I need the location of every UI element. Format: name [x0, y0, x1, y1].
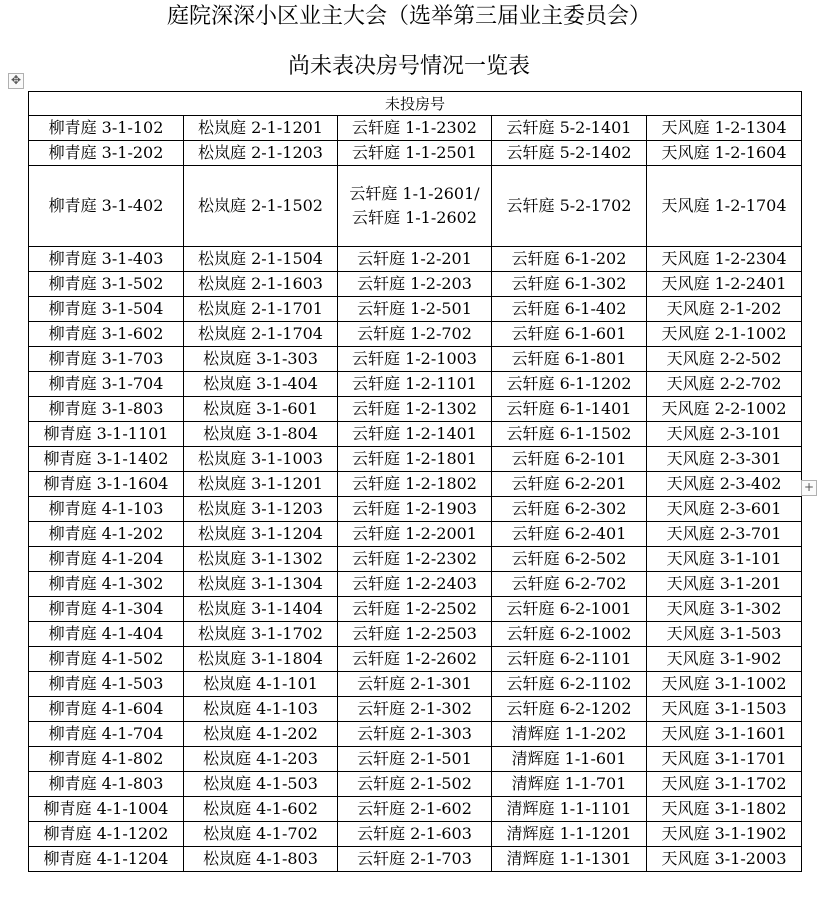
room-cell[interactable]: 云轩庭 2-1-603: [338, 822, 492, 847]
room-cell[interactable]: 云轩庭 6-2-1202: [492, 697, 647, 722]
room-cell[interactable]: 柳青庭 4-1-103: [29, 497, 184, 522]
room-cell[interactable]: 柳青庭 4-1-202: [29, 522, 184, 547]
table-row: [29, 697, 802, 722]
room-cell[interactable]: 松岚庭 2-1-1203: [184, 141, 338, 166]
room-cell[interactable]: 天风庭 3-1-2003: [647, 847, 802, 872]
room-cell[interactable]: 天风庭 3-1-902: [647, 647, 802, 672]
room-cell[interactable]: 云轩庭 1-2-702: [338, 322, 492, 347]
room-cell[interactable]: 柳青庭 3-1-502: [29, 272, 184, 297]
room-cell[interactable]: 云轩庭 1-2-2503: [338, 622, 492, 647]
room-cell[interactable]: 柳青庭 4-1-404: [29, 622, 184, 647]
table-row: [29, 116, 802, 141]
room-cell[interactable]: 柳青庭 3-1-402: [29, 166, 184, 247]
room-cell[interactable]: 柳青庭 3-1-1604: [29, 472, 184, 497]
room-cell[interactable]: 松岚庭 4-1-101: [184, 672, 338, 697]
room-cell[interactable]: 云轩庭 6-1-801: [492, 347, 647, 372]
unvoted-rooms-table: [28, 91, 802, 872]
room-cell[interactable]: 云轩庭 6-1-202: [492, 247, 647, 272]
room-cell[interactable]: 天风庭 2-2-702: [647, 372, 802, 397]
room-cell[interactable]: 松岚庭 3-1-1302: [184, 547, 338, 572]
table-header: 未投房号: [29, 92, 802, 116]
room-cell[interactable]: 天风庭 2-3-601: [647, 497, 802, 522]
room-cell[interactable]: 松岚庭 3-1-303: [184, 347, 338, 372]
room-cell[interactable]: 天风庭 1-2-1604: [647, 141, 802, 166]
room-cell[interactable]: 天风庭 2-3-301: [647, 447, 802, 472]
room-cell[interactable]: 清辉庭 1-1-1101: [492, 797, 647, 822]
table-row: [29, 847, 802, 872]
room-cell[interactable]: 松岚庭 3-1-404: [184, 372, 338, 397]
table-row: [29, 647, 802, 672]
room-cell[interactable]: 天风庭 3-1-503: [647, 622, 802, 647]
room-cell[interactable]: 云轩庭 2-1-502: [338, 772, 492, 797]
table-row: [29, 497, 802, 522]
room-cell[interactable]: 柳青庭 4-1-304: [29, 597, 184, 622]
room-cell[interactable]: 柳青庭 4-1-1202: [29, 822, 184, 847]
room-cell[interactable]: 云轩庭 6-1-1401: [492, 397, 647, 422]
room-cell[interactable]: 松岚庭 2-1-1701: [184, 297, 338, 322]
room-cell[interactable]: 云轩庭 1-2-501: [338, 297, 492, 322]
table-row: [29, 447, 802, 472]
room-cell[interactable]: 云轩庭 1-2-2403: [338, 572, 492, 597]
table-row: [29, 572, 802, 597]
room-cell[interactable]: 松岚庭 3-1-1404: [184, 597, 338, 622]
room-cell[interactable]: 天风庭 2-2-502: [647, 347, 802, 372]
room-cell[interactable]: 清辉庭 1-1-601: [492, 747, 647, 772]
room-cell[interactable]: 柳青庭 3-1-703: [29, 347, 184, 372]
room-cell[interactable]: 云轩庭 2-1-602: [338, 797, 492, 822]
room-cell[interactable]: 云轩庭 6-2-401: [492, 522, 647, 547]
room-cell[interactable]: 云轩庭 6-2-1101: [492, 647, 647, 672]
room-cell[interactable]: 柳青庭 3-1-403: [29, 247, 184, 272]
room-cell[interactable]: 柳青庭 4-1-204: [29, 547, 184, 572]
room-cell[interactable]: 天风庭 2-3-101: [647, 422, 802, 447]
table-row: [29, 622, 802, 647]
room-cell[interactable]: 云轩庭 1-2-1302: [338, 397, 492, 422]
room-cell[interactable]: 云轩庭 1-2-201: [338, 247, 492, 272]
room-cell[interactable]: 松岚庭 3-1-1804: [184, 647, 338, 672]
room-cell[interactable]: 云轩庭 6-2-702: [492, 572, 647, 597]
table-row: [29, 141, 802, 166]
room-cell[interactable]: 天风庭 2-3-402: [647, 472, 802, 497]
room-cell[interactable]: 天风庭 3-1-1802: [647, 797, 802, 822]
room-cell[interactable]: 天风庭 3-1-201: [647, 572, 802, 597]
room-cell[interactable]: 云轩庭 6-1-302: [492, 272, 647, 297]
room-cell[interactable]: 云轩庭 1-2-2502: [338, 597, 492, 622]
table-row: [29, 347, 802, 372]
room-cell[interactable]: 松岚庭 3-1-1702: [184, 622, 338, 647]
room-cell[interactable]: 松岚庭 2-1-1704: [184, 322, 338, 347]
room-cell[interactable]: 云轩庭 6-1-1202: [492, 372, 647, 397]
room-cell[interactable]: 云轩庭 6-2-1002: [492, 622, 647, 647]
room-cell[interactable]: 天风庭 2-1-1002: [647, 322, 802, 347]
room-cell[interactable]: 柳青庭 3-1-504: [29, 297, 184, 322]
room-cell[interactable]: 松岚庭 2-1-1504: [184, 247, 338, 272]
room-cell[interactable]: 云轩庭 1-2-1401: [338, 422, 492, 447]
table-row: [29, 272, 802, 297]
room-cell[interactable]: 松岚庭 3-1-1003: [184, 447, 338, 472]
room-cell[interactable]: 云轩庭 1-2-2302: [338, 547, 492, 572]
room-cell[interactable]: 天风庭 3-1-1902: [647, 822, 802, 847]
room-cell[interactable]: 柳青庭 3-1-102: [29, 116, 184, 141]
room-cell[interactable]: 云轩庭 5-2-1402: [492, 141, 647, 166]
room-cell[interactable]: 云轩庭 6-2-1102: [492, 672, 647, 697]
room-cell[interactable]: 云轩庭 5-2-1702: [492, 166, 647, 247]
room-cell[interactable]: 云轩庭 6-2-1001: [492, 597, 647, 622]
table-row: [29, 166, 802, 247]
table-row: [29, 772, 802, 797]
room-cell[interactable]: 云轩庭 1-1-2501: [338, 141, 492, 166]
room-cell[interactable]: 云轩庭 6-2-201: [492, 472, 647, 497]
room-cell[interactable]: 云轩庭 1-2-1801: [338, 447, 492, 472]
room-cell[interactable]: 松岚庭 3-1-1203: [184, 497, 338, 522]
table-row: [29, 822, 802, 847]
room-cell[interactable]: 柳青庭 3-1-704: [29, 372, 184, 397]
room-cell[interactable]: 云轩庭 6-2-101: [492, 447, 647, 472]
table-row: [29, 597, 802, 622]
room-cell[interactable]: 松岚庭 2-1-1502: [184, 166, 338, 247]
room-cell[interactable]: 柳青庭 4-1-1004: [29, 797, 184, 822]
room-cell[interactable]: 松岚庭 3-1-804: [184, 422, 338, 447]
room-cell[interactable]: 柳青庭 4-1-802: [29, 747, 184, 772]
room-cell[interactable]: 天风庭 3-1-302: [647, 597, 802, 622]
table-row: [29, 472, 802, 497]
room-cell[interactable]: 云轩庭 1-2-2001: [338, 522, 492, 547]
room-cell[interactable]: 云轩庭 6-2-502: [492, 547, 647, 572]
table-row: [29, 322, 802, 347]
room-cell[interactable]: 天风庭 1-2-2304: [647, 247, 802, 272]
room-cell[interactable]: 云轩庭 5-2-1401: [492, 116, 647, 141]
table-row: [29, 297, 802, 322]
room-cell[interactable]: 松岚庭 4-1-702: [184, 822, 338, 847]
room-cell[interactable]: 云轩庭 6-1-402: [492, 297, 647, 322]
room-cell[interactable]: 清辉庭 1-1-202: [492, 722, 647, 747]
room-cell[interactable]: 柳青庭 4-1-803: [29, 772, 184, 797]
table-row: [29, 397, 802, 422]
table-row: [29, 797, 802, 822]
room-cell[interactable]: 天风庭 3-1-1601: [647, 722, 802, 747]
room-cell[interactable]: 柳青庭 4-1-503: [29, 672, 184, 697]
table-row: [29, 547, 802, 572]
room-cell[interactable]: 松岚庭 3-1-601: [184, 397, 338, 422]
room-cell[interactable]: 云轩庭 1-2-1003: [338, 347, 492, 372]
room-cell[interactable]: 云轩庭 1-1-2302: [338, 116, 492, 141]
room-cell[interactable]: 云轩庭 2-1-303: [338, 722, 492, 747]
document-title: 庭院深深小区业主大会（选举第三届业主委员会）: [166, 4, 651, 29]
room-cell[interactable]: 天风庭 3-1-1701: [647, 747, 802, 772]
room-cell[interactable]: 松岚庭 4-1-602: [184, 797, 338, 822]
add-row-plus-icon[interactable]: +: [801, 480, 817, 496]
table-row: [29, 672, 802, 697]
room-cell[interactable]: 柳青庭 3-1-1402: [29, 447, 184, 472]
table-row: [29, 722, 802, 747]
room-cell[interactable]: 天风庭 3-1-1503: [647, 697, 802, 722]
room-cell[interactable]: 天风庭 3-1-1702: [647, 772, 802, 797]
room-cell[interactable]: 天风庭 3-1-101: [647, 547, 802, 572]
room-cell[interactable]: 松岚庭 3-1-1204: [184, 522, 338, 547]
document-subtitle: 尚未表决房号情况一览表: [287, 54, 530, 79]
table-row: [29, 422, 802, 447]
room-cell[interactable]: 柳青庭 3-1-803: [29, 397, 184, 422]
room-cell[interactable]: 云轩庭 1-2-203: [338, 272, 492, 297]
room-cell[interactable]: 云轩庭 2-1-501: [338, 747, 492, 772]
room-cell[interactable]: 云轩庭 2-1-302: [338, 697, 492, 722]
room-cell[interactable]: 柳青庭 4-1-1204: [29, 847, 184, 872]
room-cell[interactable]: 柳青庭 4-1-704: [29, 722, 184, 747]
room-cell[interactable]: 松岚庭 4-1-503: [184, 772, 338, 797]
room-cell[interactable]: 云轩庭 6-1-601: [492, 322, 647, 347]
room-cell[interactable]: 柳青庭 4-1-604: [29, 697, 184, 722]
room-cell[interactable]: 清辉庭 1-1-701: [492, 772, 647, 797]
room-cell[interactable]: 天风庭 2-2-1002: [647, 397, 802, 422]
room-cell[interactable]: 松岚庭 4-1-203: [184, 747, 338, 772]
room-cell[interactable]: 松岚庭 3-1-1201: [184, 472, 338, 497]
table-row: [29, 522, 802, 547]
room-cell[interactable]: 云轩庭 2-1-301: [338, 672, 492, 697]
room-cell[interactable]: 清辉庭 1-1-1201: [492, 822, 647, 847]
room-cell[interactable]: 云轩庭 1-2-2602: [338, 647, 492, 672]
room-cell[interactable]: 云轩庭 1-2-1903: [338, 497, 492, 522]
table-move-handle-icon[interactable]: ✥: [8, 73, 24, 89]
room-cell[interactable]: 柳青庭 3-1-202: [29, 141, 184, 166]
room-cell[interactable]: 柳青庭 4-1-502: [29, 647, 184, 672]
room-cell[interactable]: 松岚庭 4-1-103: [184, 697, 338, 722]
room-cell[interactable]: 松岚庭 2-1-1603: [184, 272, 338, 297]
table-row: [29, 372, 802, 397]
room-cell[interactable]: 柳青庭 4-1-302: [29, 572, 184, 597]
room-cell[interactable]: 天风庭 1-2-1704: [647, 166, 802, 247]
room-cell[interactable]: 松岚庭 3-1-1304: [184, 572, 338, 597]
room-cell[interactable]: 松岚庭 2-1-1201: [184, 116, 338, 141]
room-cell[interactable]: 云轩庭 1-2-1101: [338, 372, 492, 397]
room-cell[interactable]: 云轩庭 1-2-1802: [338, 472, 492, 497]
room-cell[interactable]: 云轩庭 1-1-2601/云轩庭 1-1-2602: [338, 166, 492, 247]
table-row: [29, 747, 802, 772]
room-cell[interactable]: 天风庭 2-1-202: [647, 297, 802, 322]
table-row: [29, 247, 802, 272]
room-cell[interactable]: 云轩庭 6-2-302: [492, 497, 647, 522]
room-cell[interactable]: 清辉庭 1-1-1301: [492, 847, 647, 872]
room-cell[interactable]: 天风庭 3-1-1002: [647, 672, 802, 697]
room-cell[interactable]: 柳青庭 3-1-1101: [29, 422, 184, 447]
room-cell[interactable]: 云轩庭 2-1-703: [338, 847, 492, 872]
room-cell[interactable]: 松岚庭 4-1-202: [184, 722, 338, 747]
room-cell[interactable]: 云轩庭 6-1-1502: [492, 422, 647, 447]
table-body: [29, 116, 802, 872]
room-cell[interactable]: 松岚庭 4-1-803: [184, 847, 338, 872]
room-cell[interactable]: 天风庭 1-2-2401: [647, 272, 802, 297]
room-cell[interactable]: 天风庭 2-3-701: [647, 522, 802, 547]
room-cell[interactable]: 天风庭 1-2-1304: [647, 116, 802, 141]
room-cell[interactable]: 柳青庭 3-1-602: [29, 322, 184, 347]
